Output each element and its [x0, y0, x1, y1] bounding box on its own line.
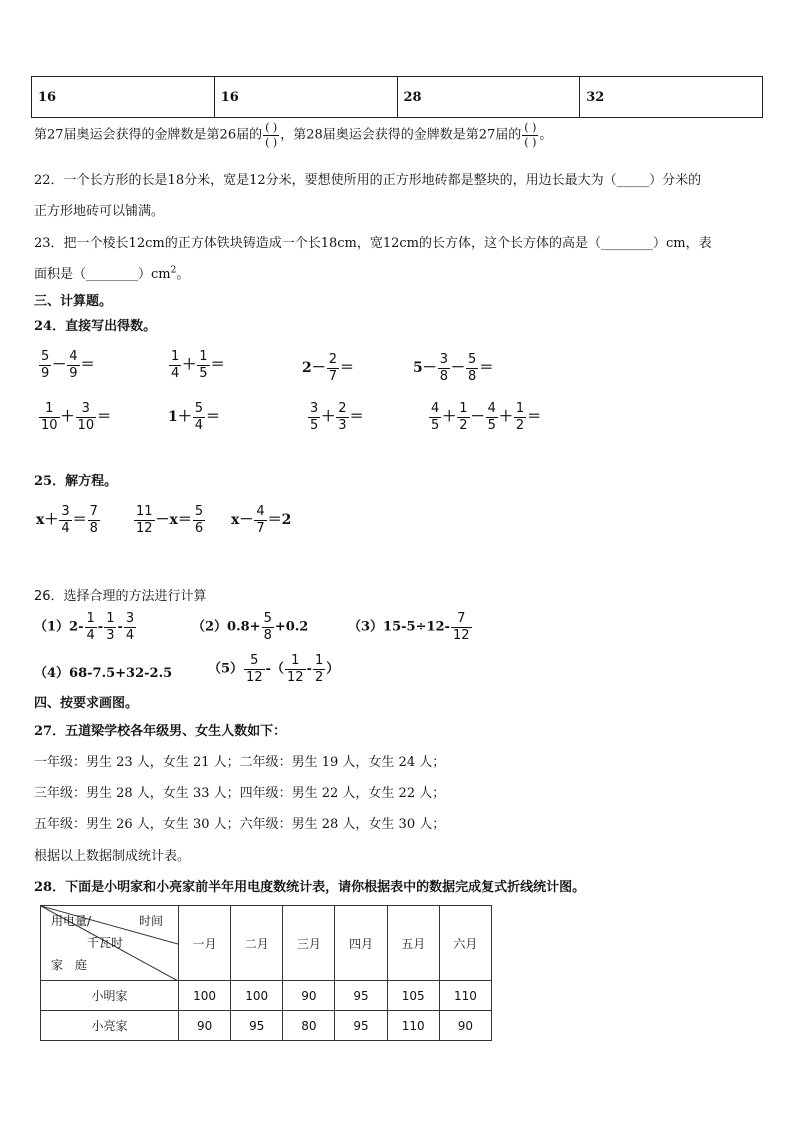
- q21-blank-fraction-1: $\frac{( )}{( )}$: [265, 121, 278, 149]
- table-cell: 95: [335, 981, 387, 1011]
- section-4-heading: 四、按要求画图。: [34, 696, 139, 711]
- medal-table: [31, 76, 763, 118]
- q23-line1: 23．把一个棱长12cm的正方体铁块铸造成一个长18cm，宽12cm的长方体，这个长方体的高是（________）cm，表: [34, 236, 712, 251]
- q24-expr-1c: 2－ $\frac{2}{7}$ ＝: [302, 352, 355, 384]
- month-header: 二月: [231, 906, 283, 981]
- table-row: [41, 1011, 492, 1041]
- q27-title: 27．五道梁学校各年级男、女生人数如下：: [34, 724, 287, 739]
- month-header: 一月: [179, 906, 231, 981]
- q26-problem-5: （5） $\frac{5}{12}$ -（ $\frac{1}{12}$ - $\frac{1}{2}$ ）: [208, 653, 340, 685]
- table-cell: 105: [387, 981, 439, 1011]
- q25-title: 25．解方程。: [34, 474, 118, 489]
- q25-equation-1: x＋ $\frac{3}{4}$ ＝ $\frac{7}{8}$: [36, 504, 98, 536]
- q21-text-a: 第27届奥运会获得的金牌数是第26届的: [34, 127, 263, 143]
- table-cell: 32: [580, 77, 763, 118]
- q21-line: 第27届奥运会获得的金牌数是第26届的 $\frac{( )}{( )}$ ，第28届奥运会获得的金牌数是第27届的 $\frac{( )}{( )}$ 。: [34, 121, 553, 149]
- electricity-table: [40, 905, 492, 1041]
- table-cell: 16: [32, 77, 215, 118]
- table-cell: 90: [179, 1011, 231, 1041]
- table-cell: 95: [231, 1011, 283, 1041]
- table-cell: 110: [439, 981, 491, 1011]
- q27-line-4: 根据以上数据制成统计表。: [34, 849, 191, 864]
- table-cell: 90: [439, 1011, 491, 1041]
- month-header: 三月: [283, 906, 335, 981]
- q26-problem-4: （4）68-7.5+32-2.5: [34, 666, 173, 681]
- q24-expr-1d: 5－ $\frac{3}{8}$ － $\frac{5}{8}$ ＝: [413, 352, 494, 384]
- q24-expr-2b: 1＋ $\frac{5}{4}$ ＝: [168, 401, 221, 433]
- table-cell: 110: [387, 1011, 439, 1041]
- header-usage-label: 用电量/: [51, 914, 92, 928]
- family-name: 小明家: [41, 981, 179, 1011]
- header-family-label: 家 庭: [51, 958, 88, 972]
- table-cell: 28: [397, 77, 580, 118]
- q25-equation-2: $\frac{11}{12}$ －x＝ $\frac{5}{6}$: [136, 504, 204, 536]
- table-row: [41, 981, 492, 1011]
- q22-line2: 正方形地砖可以铺满。: [34, 204, 165, 219]
- family-name: 小亮家: [41, 1011, 179, 1041]
- table-cell: 80: [283, 1011, 335, 1041]
- q24-expr-2c: $\frac{3}{5}$ ＋ $\frac{2}{3}$ ＝: [310, 401, 364, 433]
- table-cell: 16: [214, 77, 397, 118]
- month-header: 四月: [335, 906, 387, 981]
- header-time-label: 时间: [139, 914, 164, 928]
- section-3-heading: 三、计算题。: [34, 294, 113, 309]
- q21-blank-fraction-2: $\frac{( )}{( )}$: [524, 121, 537, 149]
- diagonal-header-cell: [41, 906, 179, 981]
- q27-line-3: 五年级：男生 26 人，女生 30 人；六年级：男生 28 人，女生 30 人；: [34, 817, 446, 832]
- month-header: 五月: [387, 906, 439, 981]
- table-cell: 95: [335, 1011, 387, 1041]
- q26-problem-1: （1）2- $\frac{1}{4}$ - $\frac{1}{3}$ - $\frac{3}{4}$: [34, 611, 135, 643]
- q27-line-2: 三年级：男生 28 人，女生 33 人；四年级：男生 22 人，女生 22 人；: [34, 786, 446, 801]
- q23-line2: 面积是$(\_\_\_\_\_\_\_\_)cm^2$。: [34, 265, 190, 282]
- table-cell: 90: [283, 981, 335, 1011]
- q24-expr-1a: $\frac{5}{9}$ － $\frac{4}{9}$ ＝: [41, 349, 95, 381]
- q26-problem-3: （3）15-5÷12- $\frac{7}{12}$: [348, 611, 470, 643]
- q24-title: 24．直接写出得数。: [34, 319, 157, 334]
- q24-expr-2d: $\frac{4}{5}$ ＋ $\frac{1}{2}$ － $\frac{4}{5}$ ＋ $\frac{1}{2}$ ＝: [431, 401, 542, 433]
- header-unit-label: 千瓦时: [87, 936, 124, 950]
- table-cell: 100: [231, 981, 283, 1011]
- q27-line-1: 一年级：男生 23 人，女生 21 人；二年级：男生 19 人，女生 24 人；: [34, 755, 446, 770]
- q24-expr-2a: $\frac{1}{10}$ ＋ $\frac{3}{10}$ ＝: [41, 401, 112, 433]
- q25-equation-3: x－ $\frac{4}{7}$ ＝2: [231, 504, 292, 536]
- month-header: 六月: [439, 906, 491, 981]
- table-cell: 100: [179, 981, 231, 1011]
- q24-expr-1b: $\frac{1}{4}$ ＋ $\frac{1}{5}$ ＝: [171, 349, 225, 381]
- q26-title: 26．选择合理的方法进行计算: [34, 589, 207, 604]
- q26-problem-2: （2）0.8+ $\frac{5}{8}$ +0.2: [192, 611, 309, 643]
- q21-text-b: ，第28届奥运会获得的金牌数是第27届的: [280, 127, 522, 143]
- q28-title: 28．下面是小明家和小亮家前半年用电度数统计表，请你根据表中的数据完成复式折线统计图。: [34, 880, 586, 895]
- q22-line1: 22．一个长方形的长是18分米，宽是12分米，要想使所用的正方形地砖都是整块的，用边长最大为（_____）分米的: [34, 173, 702, 188]
